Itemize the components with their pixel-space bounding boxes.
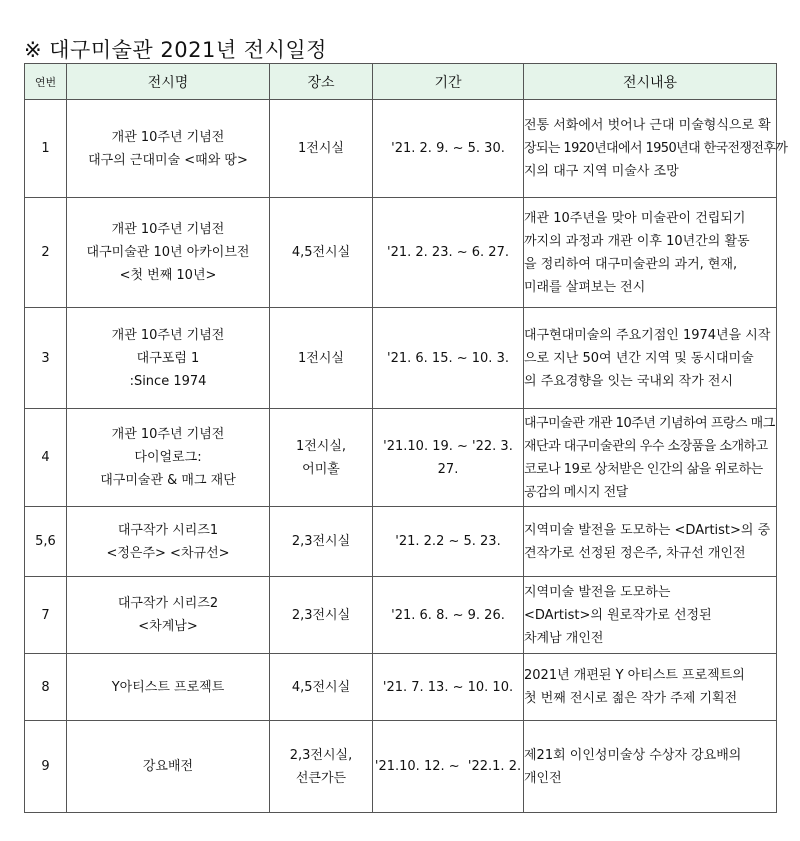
column-header-name: 전시명: [67, 64, 270, 100]
exhibition-name: [67, 100, 270, 198]
exhibition-name-line: 대구작가 시리즈2: [117, 596, 219, 611]
row-number: 7: [25, 577, 67, 654]
row-number: 2: [25, 198, 67, 308]
exhibition-period: '21. 2. 23. ~ 6. 27.: [373, 198, 524, 308]
exhibition-name: [67, 409, 270, 507]
exhibition-description-line: 의 주요경향을 잇는 국내외 작가 전시: [524, 373, 734, 389]
exhibition-description-line: 2021년 개편된 Y 아티스트 프로젝트의: [524, 668, 745, 683]
row-number: 9: [25, 721, 67, 813]
exhibition-description-line: 개관 10주년을 맞아 미술관이 건립되기: [524, 210, 746, 226]
exhibition-description: [524, 308, 777, 409]
exhibition-description-line: 을 정리하여 대구미술관의 과거, 현재,: [524, 256, 738, 272]
exhibition-name: [67, 308, 270, 409]
exhibition-place-line: 2,3전시실,: [289, 747, 353, 763]
column-header-description: 전시내용: [524, 64, 777, 100]
exhibition-description-line: 첫 번째 전시로 젊은 작가 주제 기획전: [524, 691, 738, 706]
exhibition-name-line: <정은주> <차규선>: [106, 545, 230, 561]
exhibition-place: [270, 507, 373, 577]
exhibition-description-line: 견작가로 선정된 정은주, 차규선 개인전: [524, 545, 746, 561]
row-number: 5,6: [25, 507, 67, 577]
exhibition-place: [270, 100, 373, 198]
exhibition-description: [524, 409, 777, 507]
row-number: 4: [25, 409, 67, 507]
exhibition-name-line: 강요배전: [142, 759, 194, 774]
exhibition-description-line: 개인전: [524, 770, 562, 786]
exhibition-name: [67, 577, 270, 654]
exhibition-name: [67, 721, 270, 813]
table-row: [25, 507, 777, 577]
exhibition-place-line: 선큰가든: [295, 770, 347, 786]
column-header-place: 장소: [270, 64, 373, 100]
exhibition-name-line: 개관 10주년 기념전: [111, 222, 225, 237]
exhibition-name-line: <차계남>: [138, 619, 198, 634]
exhibition-name-line: 대구포럼 1: [136, 350, 200, 366]
exhibition-place-line: 1전시실,: [295, 438, 347, 454]
exhibition-name-line: 개관 10주년 기념전: [111, 327, 225, 343]
exhibition-place-line: 2,3전시실: [291, 534, 351, 549]
exhibition-description-line: 까지의 과정과 개관 이후 10년간의 활동: [524, 233, 750, 249]
exhibition-period: '21. 2.2 ~ 5. 23.: [373, 507, 524, 577]
exhibition-name-line: 다이얼로그:: [134, 450, 202, 465]
exhibition-description: [524, 100, 788, 198]
exhibition-name-line: :Since 1974: [129, 373, 207, 389]
exhibition-description-line: 전통 서화에서 벗어나 근대 미술형식으로 확: [524, 118, 771, 133]
exhibition-period: '21.10. 12. ~ '22.1. 2.: [373, 721, 524, 813]
column-header-no: 연번: [25, 64, 67, 100]
exhibition-description-line: <DArtist>의 원로작가로 선정된: [524, 607, 712, 623]
exhibition-description-line: 제21회 이인성미술상 수상자 강요배의: [524, 747, 742, 763]
exhibition-place-line: 1전시실: [298, 350, 344, 366]
exhibition-description-line: 코로나 19로 상처받은 인간의 삶을 위로하는: [524, 461, 763, 477]
exhibition-place-line: 4,5전시실: [291, 245, 351, 260]
exhibition-period: '21. 2. 9. ~ 5. 30.: [373, 100, 524, 198]
exhibition-period: '21.10. 19. ~ '22. 3. 27.: [373, 409, 524, 507]
exhibition-description-line: 지의 대구 지역 미술사 조망: [524, 164, 679, 179]
exhibition-period: '21. 7. 13. ~ 10. 10.: [373, 654, 524, 721]
exhibition-place-line: 2,3전시실: [291, 607, 351, 623]
exhibition-description-line: 차계남 개인전: [524, 630, 604, 646]
exhibition-name-line: <첫 번째 10년>: [119, 268, 217, 283]
table-row: [25, 654, 777, 721]
table-row: [25, 308, 777, 409]
exhibition-schedule-table: [24, 63, 788, 813]
exhibition-description: [524, 198, 777, 308]
row-number: 8: [25, 654, 67, 721]
exhibition-name-line: 대구작가 시리즈1: [117, 522, 219, 538]
exhibition-name: [67, 507, 270, 577]
exhibition-description: [524, 577, 777, 654]
exhibition-description-line: 장되는 1920년대에서 1950년대 한국전쟁전후까: [524, 141, 788, 156]
exhibition-place-line: 4,5전시실: [291, 679, 351, 695]
exhibition-place: [270, 308, 373, 409]
exhibition-description-line: 미래를 살펴보는 전시: [524, 279, 646, 295]
exhibition-name: [67, 198, 270, 308]
exhibition-place: [270, 198, 373, 308]
exhibition-place: [270, 409, 373, 507]
exhibition-place: [270, 721, 373, 813]
exhibition-description-line: 공감의 메시지 전달: [524, 484, 628, 500]
row-number: 1: [25, 100, 67, 198]
exhibition-period: '21. 6. 8. ~ 9. 26.: [373, 577, 524, 654]
table-row: [25, 721, 777, 813]
exhibition-period: '21. 6. 15. ~ 10. 3.: [373, 308, 524, 409]
exhibition-description-line: 대구현대미술의 주요기점인 1974년을 시작: [524, 327, 771, 343]
table-row: [25, 409, 777, 507]
exhibition-description-line: 재단과 대구미술관의 우수 소장품을 소개하고: [524, 438, 768, 454]
exhibition-description-line: 지역미술 발전을 도모하는 <DArtist>의 중: [524, 522, 771, 538]
exhibition-name: [67, 654, 270, 721]
table-header-row: [25, 64, 777, 100]
exhibition-name-line: 대구미술관 & 매그 재단: [100, 473, 236, 488]
table-row: [25, 577, 777, 654]
exhibition-place-line: 어미홀: [302, 461, 340, 477]
exhibition-description-line: 지역미술 발전을 도모하는: [524, 584, 671, 600]
exhibition-description: [524, 721, 777, 813]
exhibition-description: [524, 654, 777, 721]
row-number: 3: [25, 308, 67, 409]
exhibition-name-line: 개관 10주년 기념전: [111, 129, 225, 145]
exhibition-description: [524, 507, 777, 577]
page-title: ※ 대구미술관 2021년 전시일정: [24, 38, 327, 63]
table-row: [25, 198, 777, 308]
exhibition-name-line: 개관 10주년 기념전: [111, 427, 225, 442]
exhibition-name-line: Y아티스트 프로젝트: [111, 679, 225, 695]
exhibition-description-line: 대구미술관 개관 10주년 기념하여 프랑스 매그: [524, 415, 775, 431]
exhibition-description-line: 으로 지난 50여 년간 지역 및 동시대미술: [524, 350, 754, 366]
column-header-period: 기간: [373, 64, 524, 100]
exhibition-place-line: 1전시실: [298, 141, 344, 156]
exhibition-place: [270, 577, 373, 654]
exhibition-name-line: 대구의 근대미술 <때와 땅>: [88, 152, 248, 168]
exhibition-place: [270, 654, 373, 721]
exhibition-name-line: 대구미술관 10년 아카이브전: [86, 245, 250, 260]
table-row: [25, 100, 777, 198]
